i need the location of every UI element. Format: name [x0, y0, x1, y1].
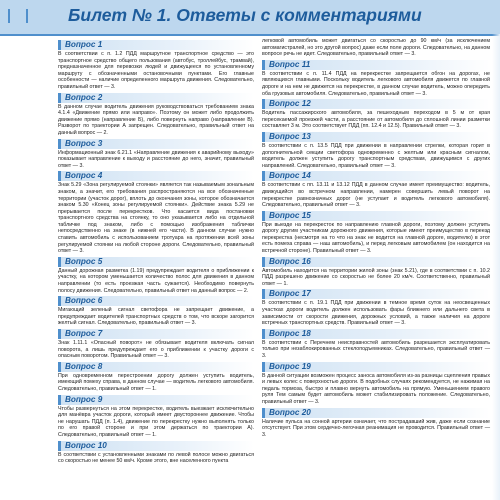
question-heading: Вопрос 12 — [262, 99, 490, 109]
answer-commentary: В соответствии с Перечнем неисправностей автомобиль разрешается эксплуатировать только при незаблокированных стеклоподъемниках. Следовательно, правильный ответ — 3. — [262, 339, 490, 359]
question-heading: Вопрос 19 — [262, 362, 490, 372]
page-header — [0, 0, 500, 36]
question-heading: Вопрос 6 — [58, 296, 254, 306]
question-heading: Вопрос 16 — [262, 257, 490, 267]
question-heading: Вопрос 15 — [262, 211, 490, 221]
answer-commentary: При одновременном перестроении дорогу должен уступить водитель, имеющий помеху справа, в данном случае — водитель легкового автомобиля. Следовательно, правильный ответ — 1. — [58, 372, 254, 392]
answer-commentary: Водитель пассажирского автомобиля, за пешеходным переходом в 5 м от края пересекаемой проезжей части, а расстояние от автомобиля до сплошной линии разметки составляет 3 м. Это соответствует ПДД (пп. 12.4 и 12.5). Правильный ответ — 3. — [262, 110, 490, 130]
page-number — [8, 9, 28, 23]
answer-commentary: Информационный знак 6.21.1 «Направление движения к аварийному выходу» показывает направление к выходу и расстояние до него, значит, правильный ответ — 3. — [58, 149, 254, 169]
answer-commentary: В соответствии с п. 19.1 ПДД при движении в темное время суток на неосвещенных участках дороги водитель должен использовать фары ближнего или дальнего света в зависимости от скорости движения, дорожных условий, а также наличия на дороге встречных транспортных средств. Правильный ответ — 3. — [262, 300, 490, 327]
question-heading: Вопрос 13 — [262, 132, 490, 142]
answer-commentary: Чтобы развернуться на этом перекрестке, водитель выезжает исключительно для манёвра участок дороги, который имеет двустороннее движение. Чтобы не нарушать ПДД (п. 1.4), движение по перекрестку нужно выполнять только по его правой стороне и при этом держаться по траектории А). Следовательно, правильный ответ — 1. — [58, 405, 254, 438]
question-heading: Вопрос 7 — [58, 329, 254, 339]
answer-commentary: В соответствии с п. 11.4 ПДД на перекрестке запрещается обгон на дорогах, не являющихся главными. Поскольку водитель легкового автомобиля движется по главной дороге и на нем не движется на перекрестке, в данном случае водитель, можно опередить оба грузовых автомобиля. Следовательно, правильный ответ — 3. — [262, 70, 490, 97]
answer-commentary: В соответствии с п. 1.2 ПДД маршрутное транспортное средство — это транспортное средство общего пользования (автобус, троллейбус, трамвай), предназначенное для перевозки людей и движущееся по установленному маршруту с обозначенными остановочными пунктами. Его главные особенности — наличие определенного маршрута движения. Следовательно, правильный ответ — 3. — [58, 51, 254, 90]
answer-commentary: В соответствии с установленными знаками по левой полосе можно двигаться со скоростью не менее 50 км/ч. Кроме этого, вне населенного пункта — [58, 451, 254, 465]
answer-commentary: Автомобиль находится на территории жилой зоны (знак 5.21), где в соответствии с п. 10.2 ПДД разрешено движение со скоростью не более 20 км/ч. Соответственно, правильный ответ — 1. — [262, 267, 490, 287]
question-heading: Вопрос 14 — [262, 171, 490, 181]
question-heading: Вопрос 9 — [58, 395, 254, 405]
answer-commentary: Данный дорожная разметка (1.19) предупреждает водителя о приближении к участку, на котором уменьшается количество полос для движения в данном направлении (то есть проезжая часть сужается). Необходимо повернуть полосу движения. Следовательно, правильный ответ на данный вопрос — 2. — [58, 267, 254, 294]
question-heading: Вопрос 8 — [58, 362, 254, 372]
answer-commentary: Мигающий зеленый сигнал светофора не запрещает движение, а предупреждает водителей транспортных средств о том, что вскоре загорится желтый сигнал. Следовательно, правильный ответ — 3. — [58, 307, 254, 327]
answer-commentary: Знак 5.29 «Зона регулируемой стоянки» является так называемым зональным знаком, а значит, его требования распространяются на все обозначенные территории (участок дорог), вплоть до окончания зоны, которое обозначается знаком 5.30 «Конец зоны регулируемой стоянки». Действие знака 5.29 не прерывается после перекрестков. Что касается вида постановки транспортного средства на стоянку, то оно указывается либо на отдельной табличке под знаком, либо с помощью изображения таблички непосредственно на знаке (в нижней его части). В данном случае нужно ставить автомобиль с использованием тротуара на протяжении всей зоны регулируемой стоянки на любой стороне дороги. Следовательно, правильный ответ — 3. — [58, 182, 254, 255]
question-heading: Вопрос 3 — [58, 139, 254, 149]
question-heading: Вопрос 18 — [262, 329, 490, 339]
question-heading: Вопрос 20 — [262, 408, 490, 418]
answer-commentary: Знак 1.11.1 «Опасный поворот» не обязывает водителя включать сигнал поворота, а лишь предупреждает его о приближении к участку дороги с опасным поворотом. Правильный ответ — 3. — [58, 340, 254, 360]
answer-commentary: В соответствии с п. 13.5 ПДД при движении в направлении стрелки, которая горит в дополнительной секции светофора одновременно с желтым или красным сигналом, водитель должен уступить дорогу транспортным средствам, движущимся с других направлений. Следовательно, правильный ответ — 3. — [262, 142, 490, 169]
question-heading: Вопрос 11 — [262, 60, 490, 70]
page-edge-shade — [492, 34, 500, 500]
left-column — [58, 38, 254, 465]
question-heading: Вопрос 10 — [58, 441, 254, 451]
question-heading: Вопрос 5 — [58, 257, 254, 267]
answer-commentary: Наличие пульса на сонной артерии означает, что пострадавший жив, даже если сознание отсутствует. При этом сердечно-легочная реанимация не проводится. Правильный ответ — 3. — [262, 418, 490, 438]
question-heading: Вопрос 2 — [58, 93, 254, 103]
answer-commentary: В данной ситуации возможен процесс заноса автомобиля из-за разницы сцепления правых и левых колес с поверхностью дороги. В подобных случаях рекомендуется, не нажимая на педаль тормоза, быстро и плавно вернуть автомобиль на прямую. Уменьшением правого руля Тем самым будет автомобиль может стабилизировать положение. Следовательно, правильный ответ — 3. — [262, 372, 490, 405]
question-heading: Вопрос 4 — [58, 171, 254, 181]
right-column — [262, 38, 490, 438]
answer-commentary: В данном случае водитель движения руководствоваться требованием знака 4.1.4 «Движение прямо или направо». Поэтому он может либо продолжить движение прямо (направление Б), либо повернуть направо (направление В). Разворот по траектории А запрещен. Следовательно, правильный ответ на данный вопрос — 2. — [58, 103, 254, 136]
question-heading: Вопрос 17 — [262, 289, 490, 299]
answer-commentary: легковой автомобиль может двигаться со скоростью до 90 км/ч (за исключением автомагистралей, но это другой вопрос) даже если поле дороги. Следовательно, на данном вопросе речь не идет. Следовательно, правильный ответ — 3. — [262, 38, 490, 58]
page-title: Билет № 1. Ответы с комментариями — [68, 5, 422, 25]
question-heading: Вопрос 1 — [58, 40, 254, 50]
answer-commentary: При выезде на перекресток по направлению главной дороги, поэтому должен уступить дорогу другим участникам дорожного движения, которые имеют преимущество в переезд перекрестка (несмотря на то что на знак не водится на главной дороге, водителю) в этот есть помеха справа — наш автомобиль), и перед легковым автомобилем (он находится на встречной стороне). Правильный ответ — 3. — [262, 221, 490, 255]
answer-commentary: В соответствии с пп. 13.11 и 13.12 ПДД в данном случае имеет преимущество: водитель, движущийся во встречном направлении, намерен совершить левый поворот на перекрестке равнозначных дорог (не уступает и водитель легкового автомобиля). Следовательно, правильный ответ — 3. — [262, 182, 490, 209]
